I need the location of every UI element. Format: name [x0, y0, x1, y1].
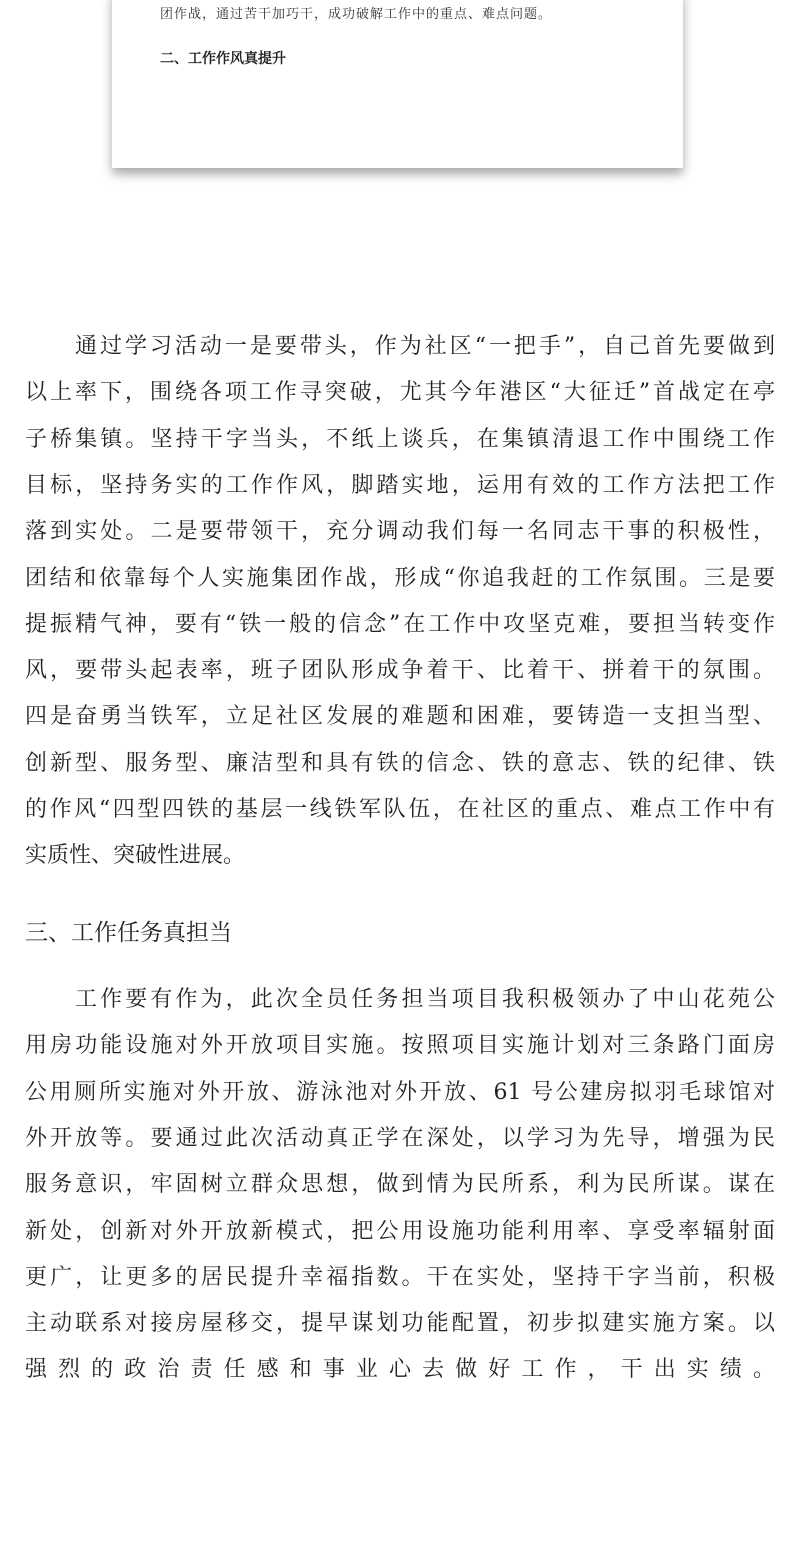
text-line: 以上率下，围绕各项工作寻突破，尤其今年港区“大征迁”首战定在亭	[25, 380, 775, 406]
text-line: 实质性、突破性进展。	[25, 843, 246, 869]
text-line: 公用厕所实施对外开放、游泳池对外开放、61 号公建房拟羽毛球馆对	[25, 1079, 775, 1105]
text-line: 新处，创新对外开放新模式，把公用设施功能利用率、享受率辐射面	[25, 1218, 775, 1244]
text-line: 创新型、服务型、廉洁型和具有铁的信念、铁的意志、铁的纪律、铁	[25, 750, 775, 776]
text-line: 工作要有作为，此次全员任务担当项目我积极领办了中山花苑公	[75, 987, 775, 1012]
text-line: 外开放等。要通过此次活动真正学在深处，以学习为先导，增强为民	[25, 1125, 775, 1151]
preview-text: 团作战，通过苦干加巧干，成功破解工作中的重点、难点问题。	[160, 7, 553, 22]
text-line: 风，要带头起表率，班子团队形成争着干、比着干、拼着干的氛围。	[25, 658, 775, 684]
text-line: 落到实处。二是要带领干，充分调动我们每一名同志干事的积极性，	[25, 519, 775, 545]
section-heading: 三、工作任务真担当	[25, 920, 232, 946]
text-line: 用房功能设施对外开放项目实施。按照项目实施计划对三条路门面房	[25, 1033, 775, 1059]
text-line: 服务意识，牢固树立群众思想，做到情为民所系，利为民所谋。谋在	[25, 1172, 775, 1198]
text-line: 强烈的政治责任感和事业心去做好工作，干出实绩。	[25, 1357, 775, 1383]
text-line: 更广，让更多的居民提升幸福指数。干在实处，坚持干字当前，积极	[25, 1264, 775, 1290]
document-page-preview	[112, 0, 683, 168]
preview-heading: 二、工作作风真提升	[160, 51, 286, 67]
text-line: 目标，坚持务实的工作作风，脚踏实地，运用有效的工作方法把工作	[25, 472, 775, 498]
text-line: 通过学习活动一是要带头，作为社区“一把手”，自己首先要做到	[75, 334, 775, 359]
text-line: 团结和依靠每个人实施集团作战，形成“你追我赶的工作氛围。三是要	[25, 565, 775, 591]
text-line: 四是奋勇当铁军，立足社区发展的难题和困难，要铸造一支担当型、	[25, 704, 775, 730]
text-line: 的作风“四型四铁的基层一线铁军队伍，在社区的重点、难点工作中有	[25, 797, 775, 822]
text-line: 提振精气神，要有“铁一般的信念”在工作中攻坚克难，要担当转变作	[25, 611, 775, 637]
text-line: 主动联系对接房屋移交，提早谋划功能配置，初步拟建实施方案。以	[25, 1311, 775, 1337]
text-line: 子桥集镇。坚持干字当头，不纸上谈兵，在集镇清退工作中围绕工作	[25, 426, 775, 452]
